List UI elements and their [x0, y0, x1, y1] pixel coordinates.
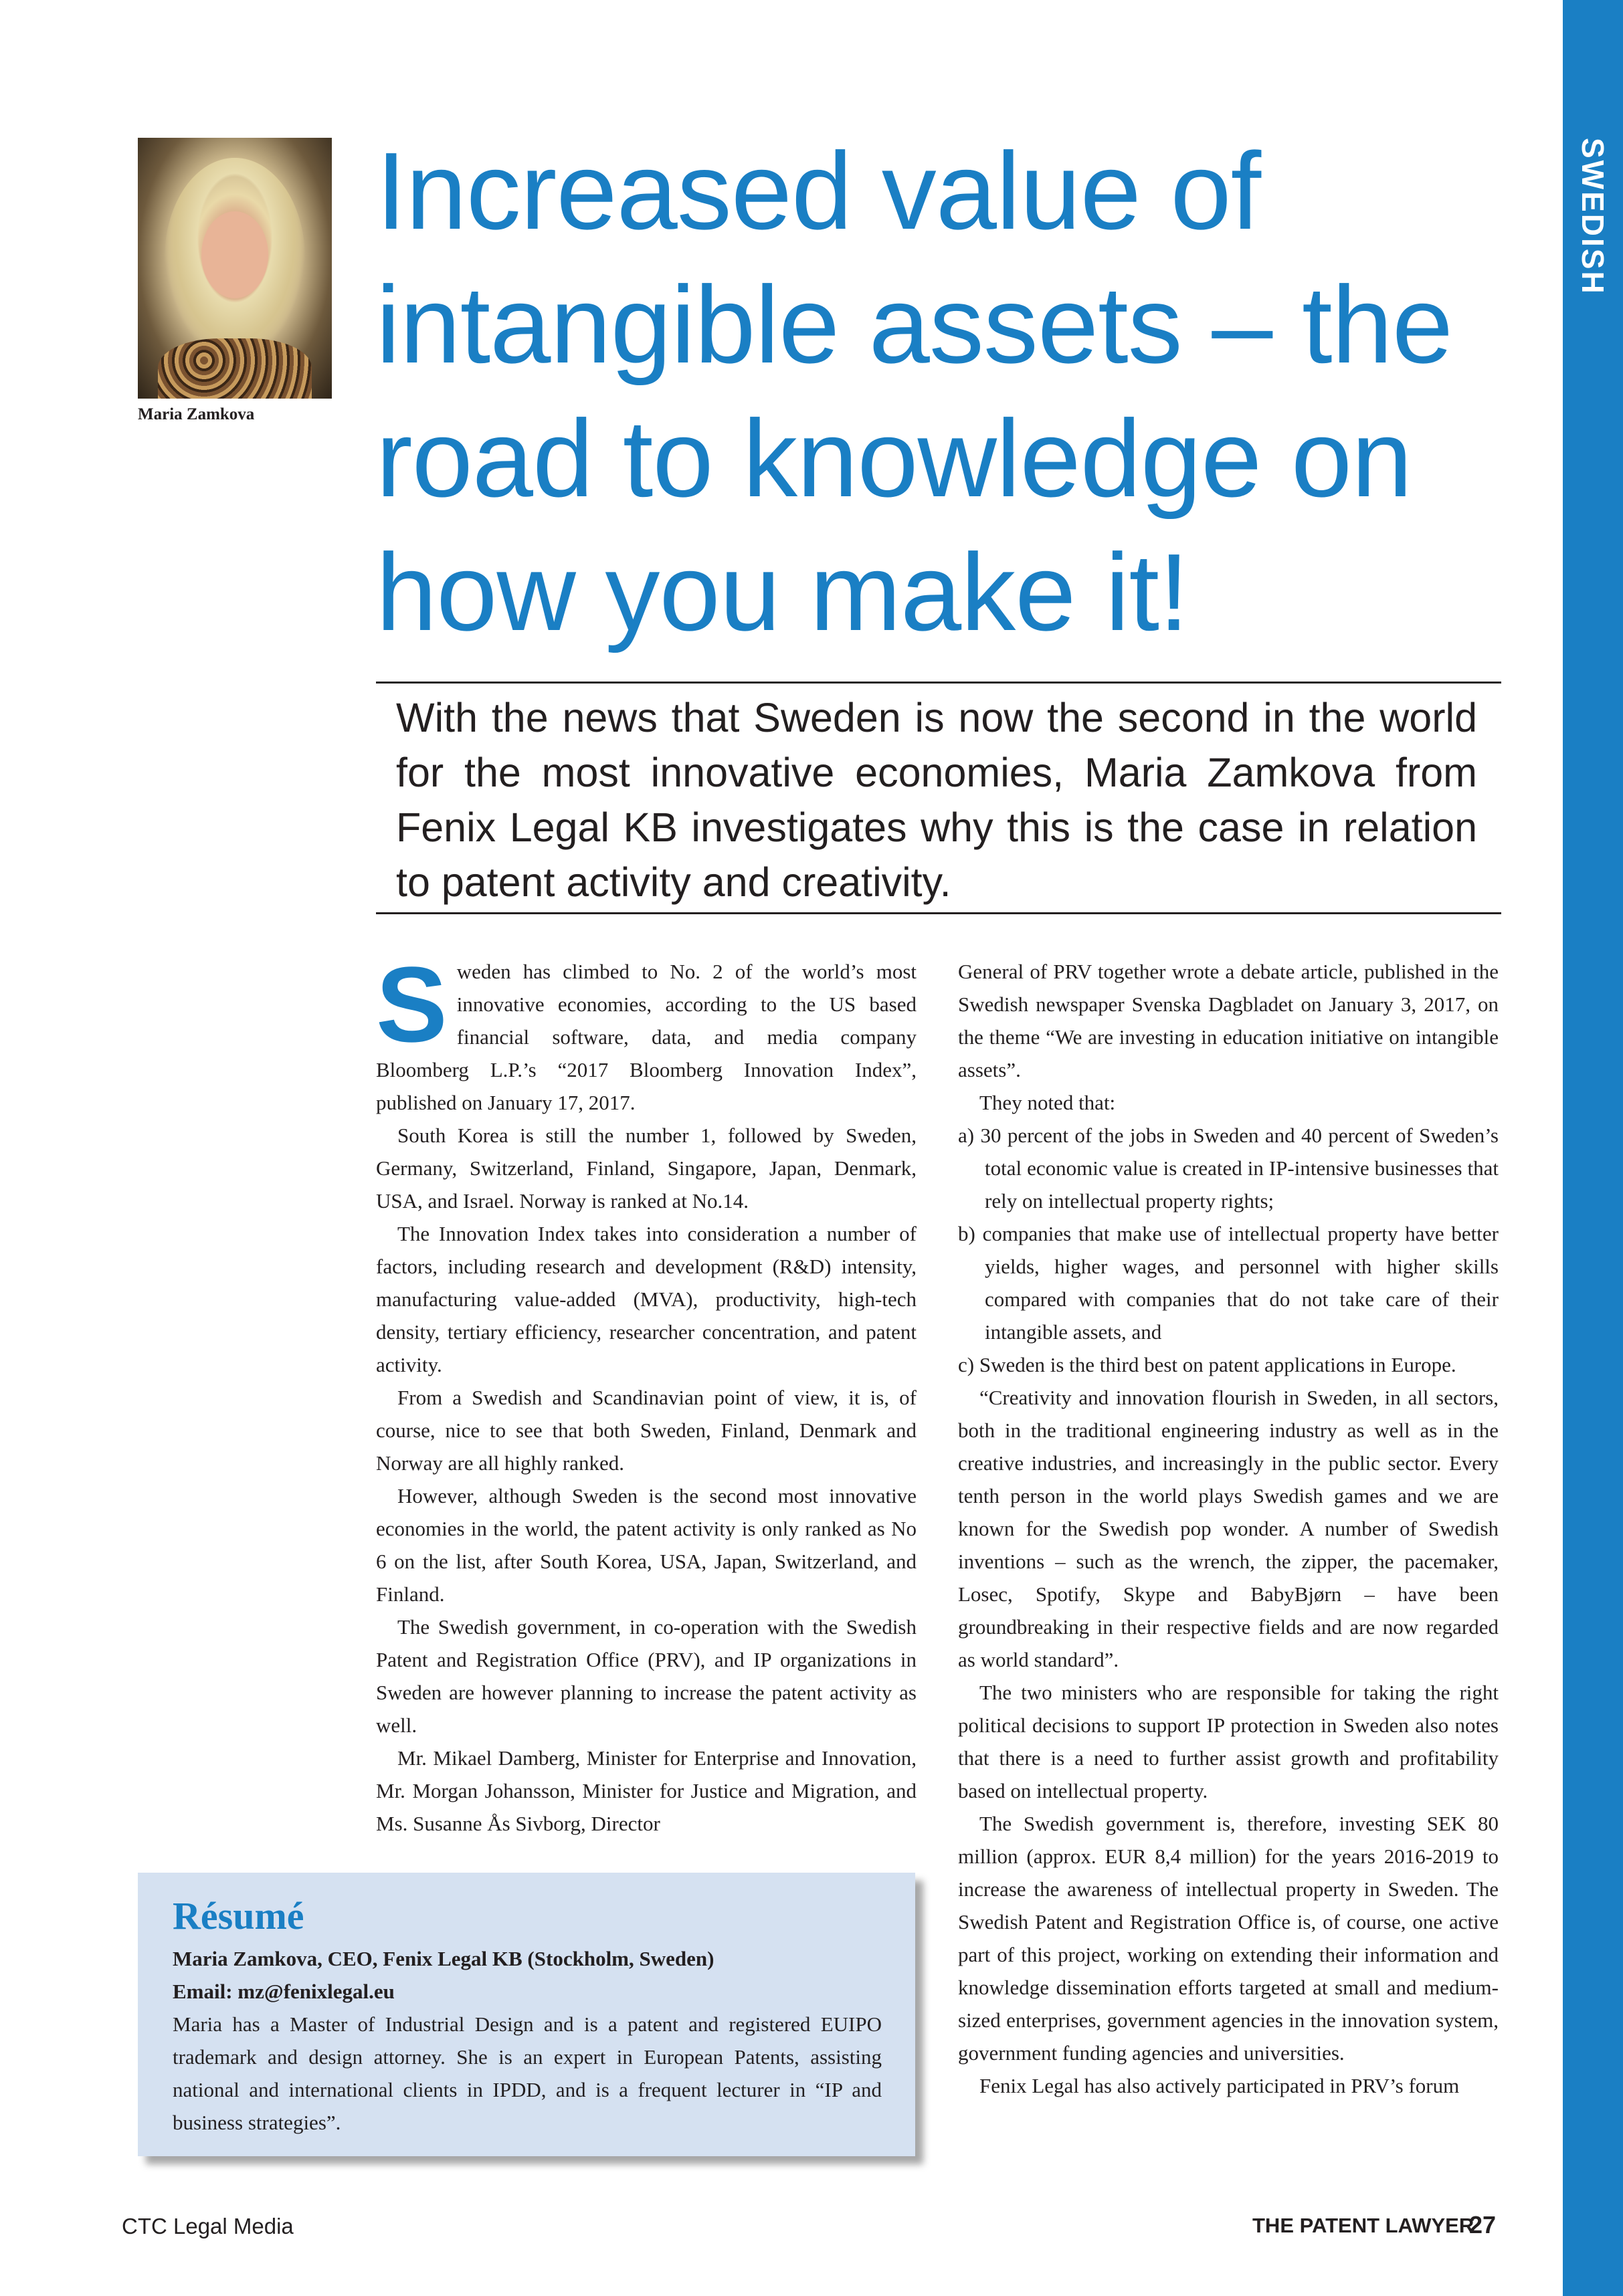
standfirst-top-rule: [376, 682, 1501, 684]
article-paragraph: South Korea is still the number 1, followed by Sweden, Germany, Switzerland, Finland, Singapore, Japan, Denmark, USA, and Israel. Norway is ranked at No.14.: [376, 1124, 917, 1213]
author-photo: [138, 138, 332, 399]
resume-title: Résumé: [173, 1894, 304, 1938]
article-paragraph: From a Swedish and Scandinavian point of view, it is, of course, nice to see that both Sweden, Finland, Denmark and Norway are all highly ranked.: [376, 1386, 917, 1475]
footer-page-number: 27: [1469, 2211, 1497, 2238]
article-paragraph: [376, 944, 917, 1119]
author-photo-caption: Maria Zamkova: [138, 405, 255, 423]
article-column-left: [376, 944, 917, 1840]
article-paragraph: The two ministers who are responsible for taking the right political decisions to support IP protection in Sweden also notes that there is a need to further assist growth and profitability based on intellectual property.: [958, 1681, 1499, 1802]
article-paragraph: Fenix Legal has also actively participated in PRV’s forum: [979, 2074, 1460, 2097]
article-paragraph: General of PRV together wrote a debate article, published in the Swedish newspaper Svenska Dagbladet on January 3, 2017, on the theme “We are investing in education initiative on intangible assets”.: [958, 960, 1499, 1081]
article-paragraph: The Innovation Index takes into consideration a number of factors, including research and development (R&D) intensity, manufacturing value-added (MVA), productivity, high-tech density, tertiary efficiency, researcher concentration, and patent activity.: [376, 1222, 917, 1376]
resume-box: [138, 1873, 915, 2156]
article-paragraph: Mr. Mikael Damberg, Minister for Enterprise and Innovation, Mr. Morgan Johansson, Minister for Justice and Migration, and Ms. Susanne Ås Sivborg, Director: [376, 1746, 917, 1835]
footer-publication-name: THE PATENT LAWYER: [1252, 2214, 1474, 2237]
footer-publisher: CTC Legal Media: [122, 2214, 294, 2238]
article-paragraph: They noted that:: [979, 1091, 1116, 1114]
article-headline: Increased value of intangible assets – the road to knowledge on how you make it!: [376, 130, 1452, 653]
article-standfirst: With the news that Sweden is now the second in the world for the most innovative economies, Maria Zamkova from Fenix Legal KB investigates why this is the case in relation to patent activity and creativity.: [396, 695, 1477, 905]
resume-bio: Maria has a Master of Industrial Design and is a patent and registered EUIPO trademark and design attorney. She is an expert in European Patents, assisting national and international clients in IPDD, and is a frequent lecturer in “IP and business strategies”.: [173, 2012, 882, 2134]
findings-list: [958, 1119, 1499, 1381]
article-paragraph: “Creativity and innovation flourish in Sweden, in all sectors, both in the traditional engineering industry as well as in the creative industries, and increasingly in the public sector. Every tenth person in the world plays Swedish games and we are known for the Swedish pop wonder. A number of Swedish inventions – such as the wrench, the zipper, the pacemaker, Losec, Spotify, Skype and BabyBjørn – have been groundbreaking in their respective fields and are now regarded as world standard”.: [958, 1386, 1499, 1671]
resume-name-line: Maria Zamkova, CEO, Fenix Legal KB (Stockholm, Sweden): [173, 1947, 714, 1970]
findings-list-item: a) 30 percent of the jobs in Sweden and 40 percent of Sweden’s total economic value is created in IP-intensive businesses that rely on intellectual property rights;: [958, 1124, 1499, 1213]
resume-email-line: Email: mz@fenixlegal.eu: [173, 1980, 395, 2003]
article-paragraph: However, although Sweden is the second most innovative economies in the world, the patent activity is only ranked as No 6 on the list, after South Korea, USA, Japan, Switzerland, and Finland.: [376, 1484, 917, 1606]
article-paragraph-text: weden has climbed to No. 2 of the world’s most innovative economies, according to the US based financial software, data, and media company Bloomberg L.P.’s “2017 Bloomberg Innovation Index”, published on January 17, 2017.: [376, 960, 917, 1114]
author-photo-face: [201, 211, 268, 298]
findings-list-item: c) Sweden is the third best on patent applications in Europe.: [958, 1353, 1456, 1376]
findings-list-item: b) companies that make use of intellectual property have better yields, higher wages, and personnel with higher skills compared with companies that do not take care of their intangible assets, and: [958, 1222, 1499, 1344]
drop-cap: S: [376, 944, 448, 1064]
article-paragraph: The Swedish government, in co-operation with the Swedish Patent and Registration Office (PRV), and IP organizations in Sweden are however planning to increase the patent activity as well.: [376, 1615, 917, 1737]
section-label: SWEDISH INNOVATION: [1529, 138, 1610, 346]
author-photo-scarf: [158, 338, 312, 399]
article-paragraph: The Swedish government is, therefore, investing SEK 80 million (approx. EUR 8,4 million) for the years 2016-2019 to increase the awareness of intellectual property in Sweden. The Swedish Patent and Registration Office is, of course, one active part of this project, working on extending their information and knowledge dissemination efforts targeted at small and medium-sized enterprises, government agencies in the innovation system, government funding agencies and universities.: [958, 1812, 1499, 2065]
standfirst-bottom-rule: [376, 912, 1501, 914]
article-column-right: [958, 955, 1499, 2102]
